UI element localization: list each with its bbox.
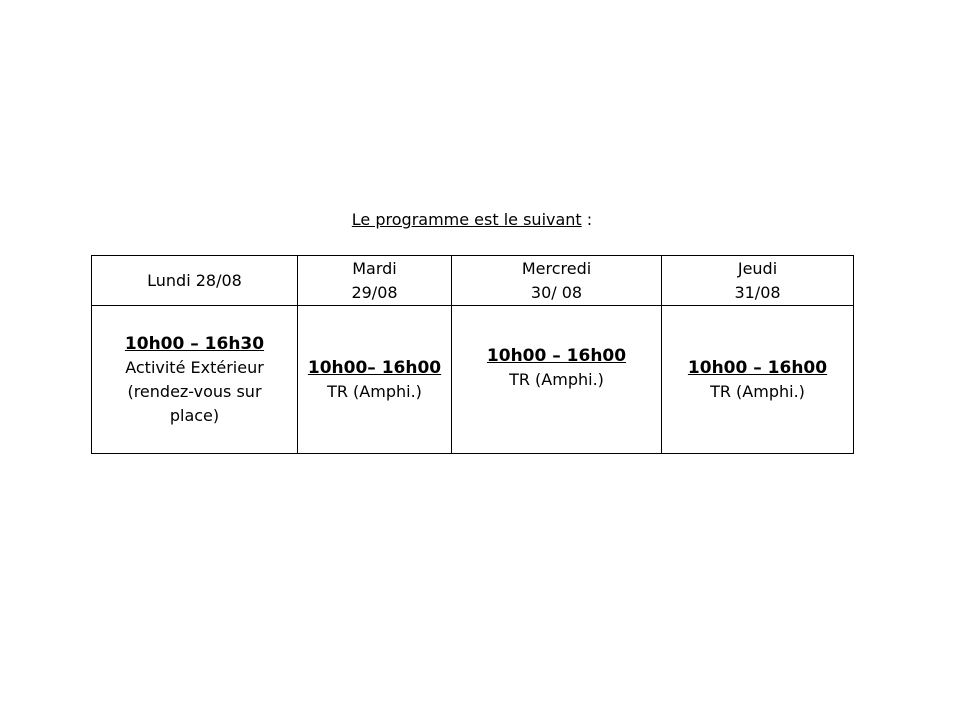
slot-detail: place) bbox=[169, 405, 220, 425]
day-name: Mardi bbox=[352, 258, 397, 278]
day-date: 29/08 bbox=[351, 282, 398, 302]
slot-detail: TR (Amphi.) bbox=[710, 381, 805, 401]
day-header-row bbox=[92, 256, 854, 306]
slot-time: 10h00– 16h00 bbox=[307, 357, 442, 378]
slot-content bbox=[452, 344, 661, 392]
day-label: Lundi 28/08 bbox=[147, 270, 242, 290]
program-heading bbox=[0, 208, 944, 232]
program-heading-colon: : bbox=[581, 210, 593, 229]
day-date: 30/ 08 bbox=[530, 282, 583, 302]
slot-detail: TR (Amphi.) bbox=[327, 381, 422, 401]
slot-time: 10h00 – 16h00 bbox=[687, 357, 828, 378]
day-name: Mercredi bbox=[521, 258, 592, 278]
day-name: Jeudi bbox=[737, 258, 778, 278]
day-header-monday bbox=[92, 256, 298, 306]
day-header-wednesday bbox=[452, 256, 662, 306]
slot-monday bbox=[92, 306, 298, 454]
program-heading-title: Le programme est le suivant bbox=[351, 210, 582, 229]
schedule-row bbox=[92, 306, 854, 454]
day-header-tuesday bbox=[298, 256, 452, 306]
slot-thursday bbox=[662, 306, 854, 454]
schedule-table bbox=[91, 255, 854, 454]
slot-detail: (rendez-vous sur bbox=[127, 381, 262, 401]
slot-tuesday bbox=[298, 306, 452, 454]
day-date: 31/08 bbox=[734, 282, 781, 302]
slot-wednesday bbox=[452, 306, 662, 454]
day-header-thursday bbox=[662, 256, 854, 306]
slot-time: 10h00 – 16h00 bbox=[486, 345, 627, 366]
slot-time: 10h00 – 16h30 bbox=[124, 333, 265, 354]
slot-detail: TR (Amphi.) bbox=[509, 369, 604, 389]
slot-detail: Activité Extérieur bbox=[125, 357, 264, 377]
